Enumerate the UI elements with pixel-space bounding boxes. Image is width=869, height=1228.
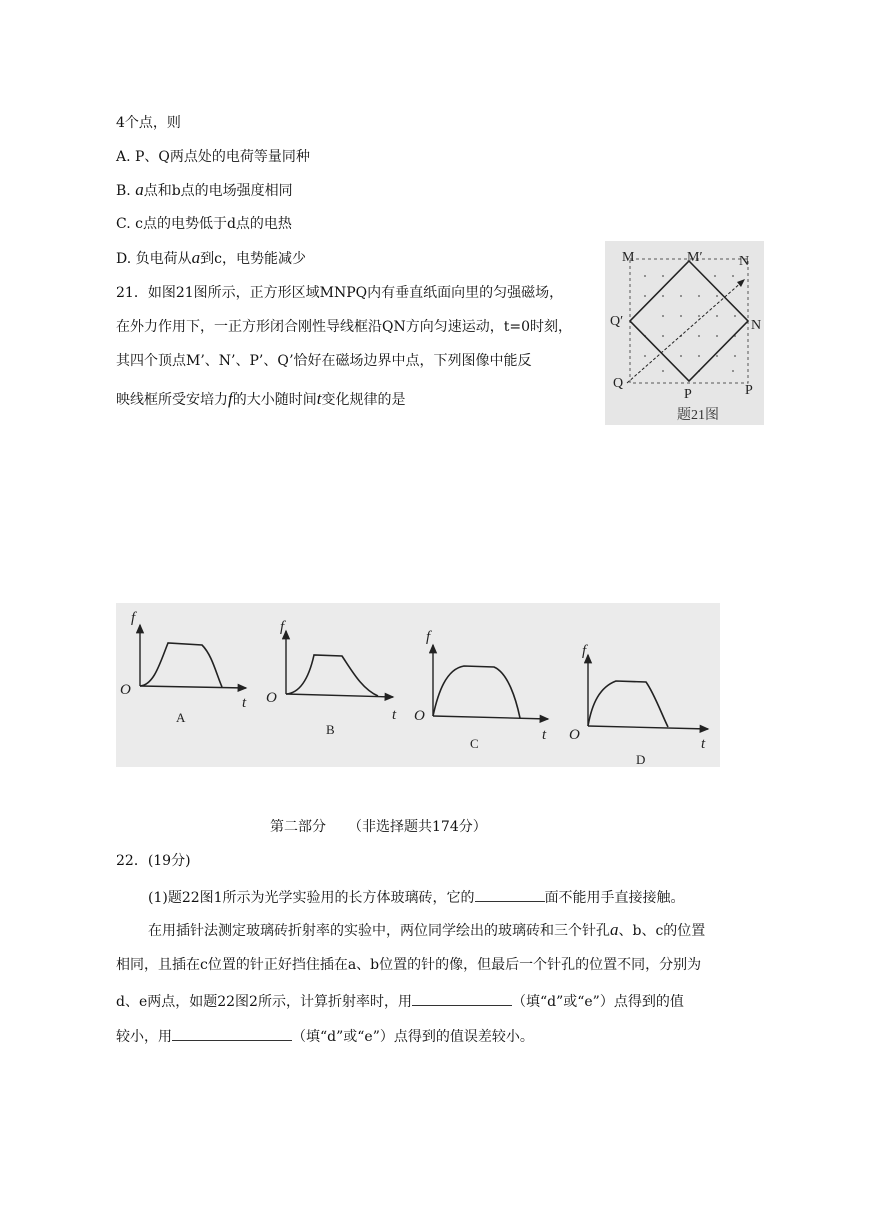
label-P: P xyxy=(684,387,692,402)
q22-header: 22．(19分) xyxy=(116,853,191,869)
svg-text:O: O xyxy=(266,690,277,706)
blank-3[interactable] xyxy=(172,1026,292,1041)
q21-line2: 在外力作用下，一正方形闭合刚性导线框沿QN方向匀速运动，t=0时刻， xyxy=(116,319,572,335)
q21-line3: 其四个顶点M’、N’、P’、Q’恰好在磁场边界中点，下列图像中能反 xyxy=(116,353,532,369)
blank-2[interactable] xyxy=(412,991,512,1006)
figure-21-diagram xyxy=(605,241,764,425)
svg-text:O: O xyxy=(120,682,131,698)
svg-text:f: f xyxy=(280,619,285,635)
label-P-right: P xyxy=(745,383,753,398)
q21-line4: 映线框所受安培力f的大小随时间t变化规律的是 xyxy=(116,389,406,408)
label-M-prime: M′ xyxy=(687,250,703,265)
svg-text:f: f xyxy=(426,629,431,645)
svg-text:t: t xyxy=(242,695,247,711)
label-N-right: N xyxy=(751,318,762,333)
part2-subtitle: （非选择题共174分） xyxy=(348,819,487,835)
q20-intro: 4个点，则 xyxy=(116,115,181,131)
graph-b-label: B xyxy=(326,722,335,737)
svg-text:t: t xyxy=(392,707,397,723)
q20-option-c: C. c点的电势低于d点的电热 xyxy=(116,216,292,232)
graph-options xyxy=(116,603,720,767)
graph-c xyxy=(414,629,548,751)
q22-p2-line2: 相同，且插在c位置的针正好挡住插在a、b位置的针的像，但最后一个针孔的位置不同，分别为 xyxy=(116,957,702,973)
blank-1[interactable] xyxy=(475,887,545,902)
svg-text:t: t xyxy=(542,727,547,743)
figure-21-caption: 题21图 xyxy=(677,408,719,423)
graph-d xyxy=(569,643,708,767)
q22-p2-line1: 在用插针法测定玻璃砖折射率的实验中，两位同学绘出的玻璃砖和三个针孔a、b、c的位置 xyxy=(148,920,706,939)
q20-option-b: B. a点和b点的电场强度相同 xyxy=(116,180,293,199)
svg-text:f: f xyxy=(582,643,587,659)
svg-text:O: O xyxy=(414,708,425,724)
label-N-top: N xyxy=(739,254,750,269)
label-Q: Q xyxy=(613,376,624,391)
q21-line1: 21．如图21图所示，正方形区域MNPQ内有垂直纸面向里的匀强磁场， xyxy=(116,285,564,301)
q20-option-d: D. 负电荷从a到c，电势能减少 xyxy=(116,248,306,267)
figure-21 xyxy=(605,241,764,425)
q22-p1: (1)题22图1所示为光学实验用的长方体玻璃砖，它的 面不能用手直接接触。 xyxy=(148,887,685,907)
graph-d-label: D xyxy=(636,752,646,767)
label-Q-prime: Q′ xyxy=(610,314,624,329)
graph-a-label: A xyxy=(176,710,186,725)
svg-text:O: O xyxy=(569,727,580,743)
q22-p2-line3: d、e两点，如题22图2所示，计算折射率时，用 （填“d”或“e”）点得到的值 xyxy=(116,991,684,1011)
svg-text:t: t xyxy=(701,736,706,752)
graph-b xyxy=(266,619,397,737)
q20-option-a: A. P、Q两点处的电荷等量同种 xyxy=(116,149,310,165)
q22-p2-line4: 较小，用 （填“d”或“e”）点得到的值误差较小。 xyxy=(116,1026,534,1046)
svg-text:f: f xyxy=(131,610,136,626)
label-M: M xyxy=(622,250,635,265)
graph-c-label: C xyxy=(470,736,479,751)
graph-options-diagram xyxy=(116,603,720,767)
part2-heading xyxy=(270,818,487,836)
part2-title: 第二部分 xyxy=(270,819,326,835)
graph-a xyxy=(120,610,247,725)
